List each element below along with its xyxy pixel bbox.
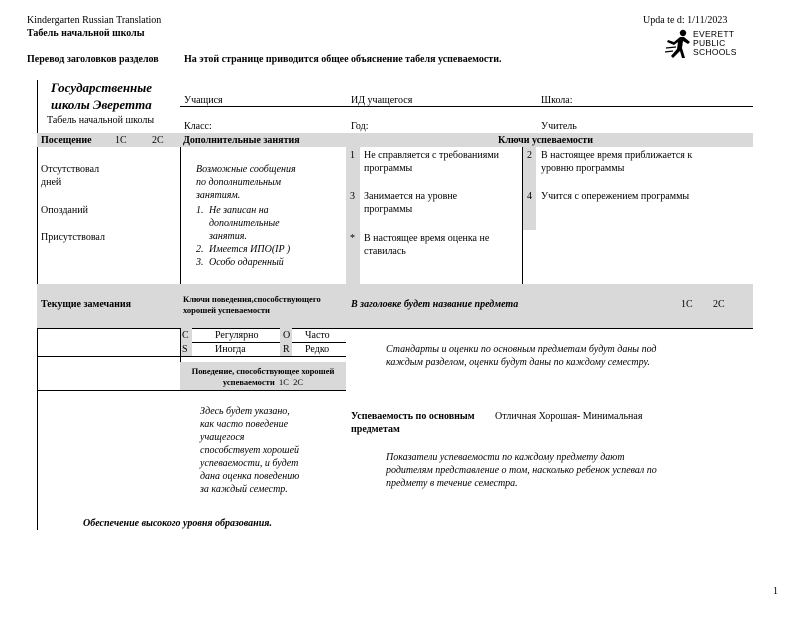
table-cell-label: Редко (305, 344, 330, 355)
key-code-column-left (346, 147, 360, 284)
everett-logo (664, 28, 744, 62)
list-item-line: Не записан на (209, 205, 269, 216)
key-code: 2 (527, 150, 532, 161)
intro-line: занятиям. (196, 190, 241, 201)
attendance-s1: 1С (115, 135, 127, 146)
key-column-rule (522, 147, 523, 284)
key-code: 4 (527, 191, 532, 202)
table-cell-code: S (182, 344, 188, 355)
key-line: В настоящее время оценка не (364, 233, 490, 244)
header-program-line: Kindergarten Russian Translation (27, 15, 162, 26)
attendance-heading: Посещение (41, 135, 92, 146)
attendance-row-tardy: Опозданий (41, 205, 88, 216)
footer-motto: Обеспечение высокого уровня образования. (83, 518, 272, 529)
attendance-row-present: Присутствовал (41, 232, 105, 243)
behavior-s2: 2С (293, 377, 304, 387)
list-item (196, 204, 290, 243)
student-field-label: Учащися (184, 95, 223, 106)
student-id-field-label: ИД учащегося (351, 95, 413, 106)
subtitle-right: На этой странице приводится общее объяснение табеля успеваемости. (184, 54, 502, 65)
list-item (196, 243, 290, 256)
key-code: 1 (350, 150, 355, 161)
key-text: Учится с опережением программы (541, 191, 690, 202)
school-field-label: Школа: (541, 95, 573, 106)
behavior-key-table (180, 328, 346, 356)
key-line: Занимается на уровне (364, 191, 458, 202)
fields-divider (180, 106, 753, 107)
behavior-heading (180, 366, 346, 388)
core-note-line: предмету в течение семестра. (386, 478, 518, 489)
band-bottom-rule (37, 328, 753, 329)
comments-divider (37, 356, 180, 357)
school-name-line2: школы Эверетта (51, 97, 152, 112)
column-rule (180, 147, 181, 284)
intro-line: Возможные сообщения (196, 164, 296, 175)
grade-scale: Отличная Хорошая- Минимальная (495, 411, 643, 422)
table-row-divider (180, 356, 346, 357)
behavior-note-line: способствует хорошей (200, 445, 300, 456)
key-line: уровню программы (541, 163, 625, 174)
section-header-row (37, 133, 753, 147)
core-subjects-heading (351, 410, 475, 436)
intro-line: по дополнительным (196, 177, 282, 188)
behavior-s1: 1С (278, 377, 289, 387)
page-number: 1 (773, 586, 778, 597)
standards-note-line: каждым разделом, оценки будут даны по каждому семестру. (386, 357, 650, 368)
behavior-keys-heading (183, 294, 321, 316)
table-cell-label: Регулярно (215, 330, 259, 341)
key-text (364, 149, 499, 175)
behavior-heading-line: Поведение, способствующее хорошей (191, 366, 335, 376)
table-cell-code: R (283, 344, 290, 355)
table-cell-label: Иногда (215, 344, 246, 355)
behavior-heading-line: успеваемости (222, 377, 275, 387)
behavior-note-line: за каждый семестр. (200, 484, 288, 495)
behavior-note-line: как часто поведение (200, 419, 289, 430)
extra-classes-heading: Дополнительные занятия (183, 135, 300, 146)
core-note-line: Показатели успеваемости по каждому предмету дают (386, 452, 625, 463)
progress-keys-heading: Ключи успеваемости (498, 135, 593, 146)
key-code: * (350, 233, 355, 244)
table-cell-label: Часто (305, 330, 330, 341)
core-subjects-heading-line: предметам (351, 424, 400, 435)
attendance-row-absent: Отсутствовал (41, 164, 100, 175)
report-label: Табель начальной школы (47, 115, 155, 126)
extra-classes-list (196, 204, 290, 269)
behavior-note-line: успеваемости, и будет (200, 458, 299, 469)
table-cell-code: С (182, 330, 189, 341)
key-line: В настоящее время приближается к (541, 150, 693, 161)
list-item-line: занятия. (209, 231, 247, 242)
school-name-line1: Государственные (51, 80, 153, 95)
list-item (196, 256, 290, 269)
key-text (541, 149, 692, 175)
key-line: ставилась (364, 246, 406, 257)
standards-note (386, 343, 657, 369)
logo-line: PUBLIC (693, 38, 726, 48)
behavior-note (200, 405, 299, 496)
key-text (364, 232, 489, 258)
doc-title: Табель начальной школы (27, 28, 145, 39)
behavior-keys-line: хорошей успеваемости (183, 305, 270, 315)
class-field-label: Класс: (184, 121, 212, 132)
list-item-line: Особо одаренный (209, 257, 284, 268)
behavior-bottom-rule (37, 390, 346, 391)
list-item-line: дополнительные (209, 218, 280, 229)
subject-title-placeholder: В заголовке будет название предмета (351, 299, 519, 310)
list-item-line: Имеется ИПО(IP ) (209, 244, 291, 255)
standards-note-line: Стандарты и оценки по основным предметам будут даны под (386, 344, 657, 355)
behavior-note-line: Здесь будет указано, (200, 406, 290, 417)
behavior-keys-line: Ключи поведения,способствующего (183, 294, 321, 304)
updated-date: Upda te d: 1/11/2023 (643, 15, 728, 26)
key-line: программы (364, 204, 413, 215)
list-item-number: 1. (196, 205, 204, 216)
logo-line: SCHOOLS (693, 47, 737, 57)
teacher-field-label: Учитель (541, 121, 577, 132)
attendance-row-days: дней (41, 177, 62, 188)
extra-classes-intro (196, 163, 296, 202)
core-note-line: родителям представление о том, насколько ребенок успевал по (386, 465, 657, 476)
list-item-number: 3. (196, 257, 204, 268)
key-code: 3 (350, 191, 355, 202)
list-item-number: 2. (196, 244, 204, 255)
core-subjects-heading-line: Успеваемость по основным (351, 411, 475, 422)
key-line: программы (364, 163, 413, 174)
subject-s1: 1С (681, 299, 693, 310)
core-subjects-note (386, 451, 657, 490)
key-line: Не справляется с требованиями (364, 150, 500, 161)
year-field-label: Год: (351, 121, 369, 132)
attendance-s2: 2С (152, 135, 164, 146)
key-text (364, 190, 457, 216)
table-cell-code: О (283, 330, 291, 341)
logo-line: EVERETT (693, 29, 735, 39)
behavior-note-line: дана оценка поведению (200, 471, 300, 482)
subject-s2: 2С (713, 299, 725, 310)
runner-logo-icon (664, 28, 694, 60)
behavior-note-line: учащегося (200, 432, 245, 443)
current-comments-heading: Текущие замечания (41, 299, 132, 310)
subtitle-left: Перевод заголовков разделов (27, 54, 159, 65)
logo-text (693, 30, 737, 57)
